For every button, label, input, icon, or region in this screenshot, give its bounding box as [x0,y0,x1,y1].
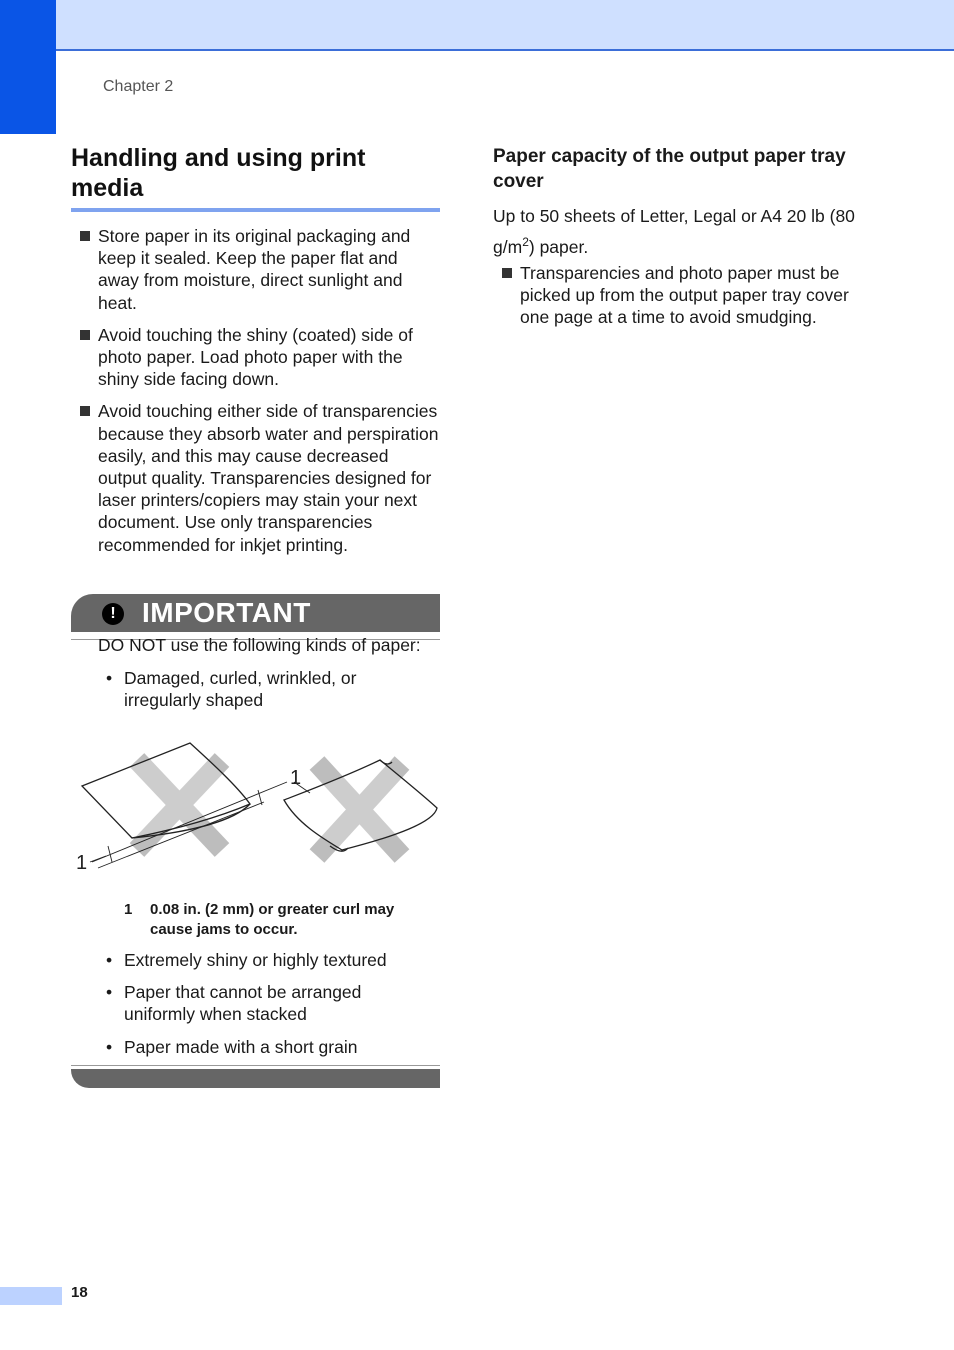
title-underline [71,208,440,212]
important-list-top [106,667,426,711]
list-item: • Paper made with a short grain [106,1036,358,1057]
subsection-title: Paper capacity of the output paper tray cover [493,146,846,192]
square-bullet-icon [80,406,90,416]
important-end-divider [71,1065,440,1066]
list-item: • Paper that cannot be arranged uniformly when stacked [106,982,362,1025]
list-item: Store paper in its original packaging and keep it sealed. Keep the paper flat and away from moisture, direct sunlight and heat. [78,225,440,314]
page-number: 18 [71,1284,88,1301]
curled-paper-illustration [72,738,442,878]
square-bullet-icon [80,330,90,340]
exclamation-icon: ! [102,603,124,625]
square-bullet-icon [502,268,512,278]
footer-tab [0,1287,62,1305]
callout-number-right: 1 [290,767,302,789]
list-item: Avoid touching the shiny (coated) side of photo paper. Load photo paper with the shiny side facing down. [78,324,440,391]
list-item: • Damaged, curled, wrinkled, or irregularly shaped [106,668,357,711]
section-title: Handling and using print media [71,144,366,202]
figure-caption: 1 0.08 in. (2 mm) or greater curl may cause jams to occur. [124,901,395,938]
handling-bullet-list [78,225,440,566]
capacity-paragraph: Up to 50 sheets of Letter, Legal or A4 20 lb (80 $g/m^2$) paper. [493,206,855,257]
important-header [71,594,440,632]
list-item: Avoid touching either side of transparencies because they absorb water and perspiration easily, and this may cause decreased output quality. Transparencies designed for laser printers/copiers may stain your next document. Use only transparencies recommended for inkjet printing. [78,400,440,555]
curled-sheet-left [82,743,287,868]
chapter-label: Chapter 2 [103,78,174,95]
callout-number-left: 1 [76,852,88,874]
important-footer-bar [71,1069,440,1088]
important-title: IMPORTANT [142,597,311,628]
square-bullet-icon [80,231,90,241]
header-band [0,0,954,51]
list-item: • Extremely shiny or highly textured [106,950,387,970]
important-list-bottom [106,949,426,1058]
list-item: Transparencies and photo paper must be picked up from the output paper tray cover one page at a time to avoid smudging. [500,262,870,329]
chapter-tab [0,0,56,134]
tray-bullet-list [500,262,870,339]
curled-sheet-right [284,760,437,851]
important-intro: DO NOT use the following kinds of paper: [98,635,421,655]
